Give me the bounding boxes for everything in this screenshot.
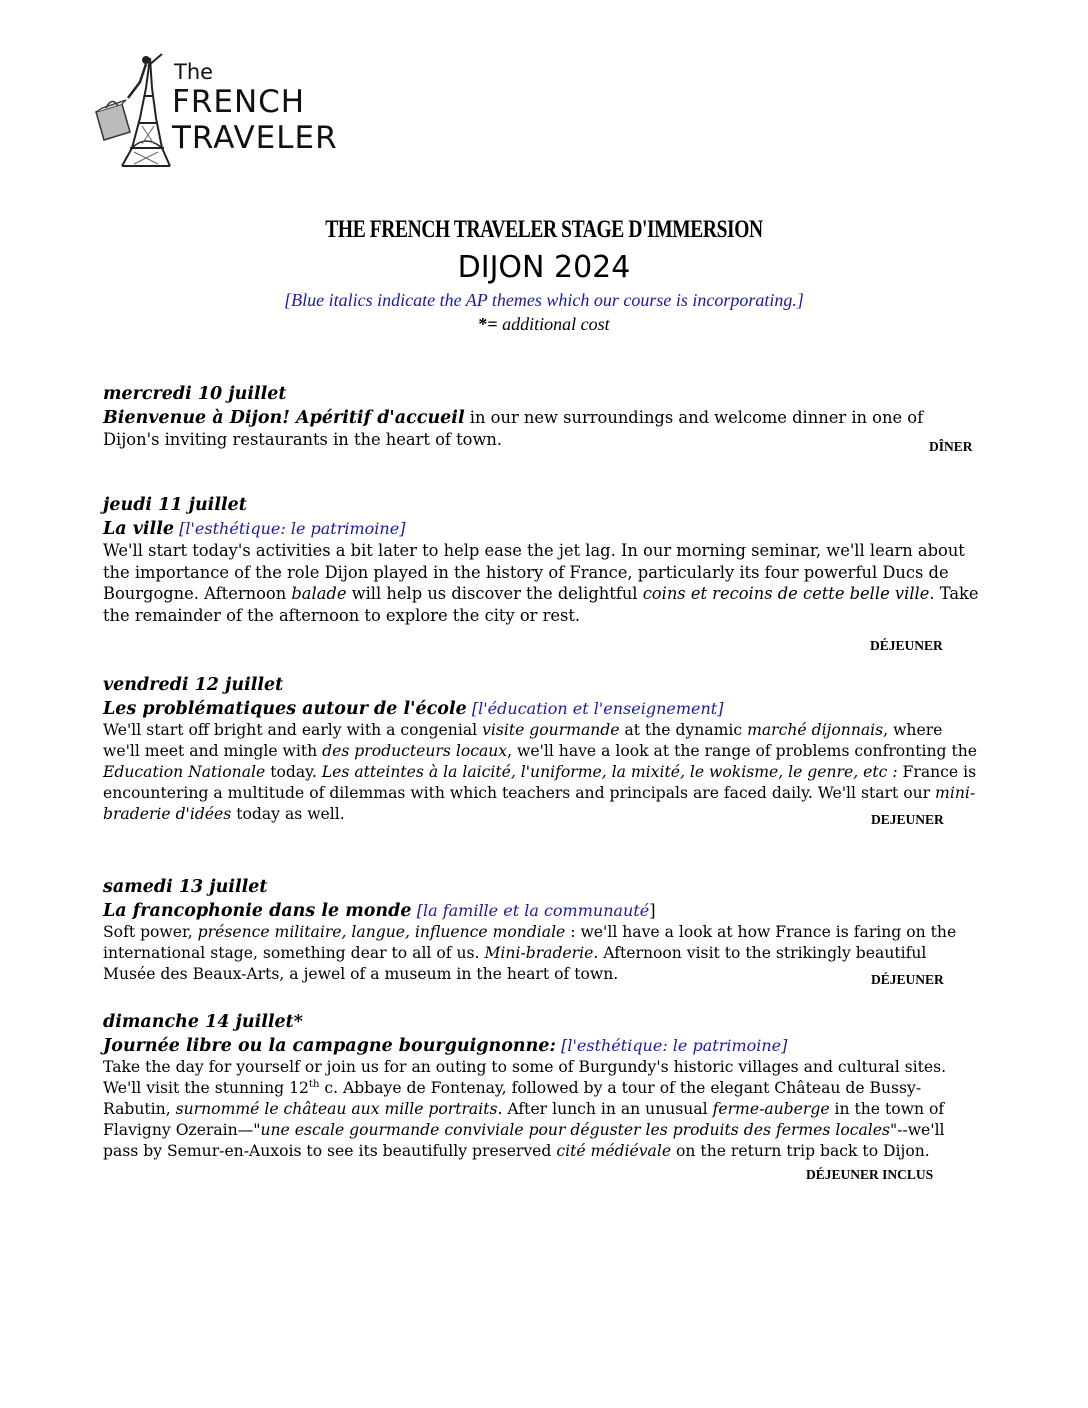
day-body: We'll start today's activities a bit later to help ease the jet lag. In our morning seminar, we'll learn about the importance of the role Dijon played in the history of France, particularly its four powerful Ducs de Bourgogne. Afternoon balade will help us discover the delightful coins et recoins de cette belle ville. Take the remainder of the afternoon to explore the city or rest. <box>103 541 979 625</box>
cost-symbol: *= <box>478 314 498 334</box>
day-block-2 <box>103 495 983 653</box>
meal-label: DÉJEUNER <box>870 638 943 653</box>
themes-note: [Blue italics indicate the AP themes which our course is incorporating.] <box>284 290 804 310</box>
page-title: THE FRENCH TRAVELER STAGE D'IMMERSION <box>325 216 763 243</box>
day-title: Journée libre ou la campagne bourguignonne: <box>103 1035 556 1056</box>
day-text: in our new surroundings and welcome dinner in one of Dijon's inviting restaurants in the heart of town. <box>103 407 924 449</box>
meal-label: DÎNER <box>929 439 973 454</box>
eiffel-tower-icon <box>88 48 178 178</box>
day-body <box>103 407 983 451</box>
logo-line-traveler: TRAVELER <box>172 120 338 156</box>
day-heading <box>103 1035 983 1058</box>
day-block-4 <box>103 877 983 985</box>
day-date: samedi 13 juillet <box>103 877 268 897</box>
ap-theme: [l'esthétique: le patrimoine] <box>561 1035 788 1055</box>
day-heading: La francophonie dans le monde [la famille et la communauté] <box>103 900 656 921</box>
day-heading <box>103 518 983 541</box>
page-subtitle: DIJON 2024 <box>457 250 631 285</box>
logo-line-the: The <box>174 60 214 84</box>
cost-text: additional cost <box>497 314 610 334</box>
day-date: vendredi 12 juillet <box>103 675 284 695</box>
logo <box>88 48 338 178</box>
ap-theme: [la famille et la communauté <box>416 900 650 920</box>
day-date: jeudi 11 juillet <box>103 495 247 515</box>
day-title: Les problématiques autour de l'école <box>103 698 467 719</box>
day-block-5 <box>103 1012 983 1182</box>
day-block-3 <box>103 675 983 825</box>
day-title: La ville <box>103 518 174 539</box>
meal-label: DEJEUNER <box>871 812 944 827</box>
day-date: mercredi 10 juillet <box>103 384 287 404</box>
day-block-1 <box>103 384 983 454</box>
cost-legend <box>0 314 1088 335</box>
day-date: dimanche 14 juillet* <box>103 1012 303 1032</box>
day-heading <box>103 698 983 721</box>
day-body: Soft power, présence militaire, langue, influence mondiale : we'll have a look at how France is faring on the international stage, something dear to all of us. Mini-braderie. Afternoon visit to the strikingly beautiful Musée des Beaux-Arts, a jewel of a museum in the heart of town. <box>103 923 957 983</box>
ap-theme: [l'éducation et l'enseignement] <box>471 698 724 718</box>
meal-label: DÉJEUNER <box>871 972 944 987</box>
day-body: Take the day for yourself or join us for an outing to some of Burgundy's historic villages and cultural sites. We'll visit the stunning 12th c. Abbaye de Fontenay, followed by a tour of the elegant Château de Bussy-Rabutin, surnommé le château aux mille portraits. After lunch in an unusual ferme-auberge in the town of Flavigny Ozerain—"une escale gourmande conviviale pour déguster les produits des fermes locales"--we'll pass by Semur-en-Auxois to see its beautifully preserved cité médiévale on the return trip back to Dijon. <box>103 1058 947 1160</box>
ap-theme: [l'esthétique: le patrimoine] <box>179 518 406 538</box>
day-body: We'll start off bright and early with a congenial visite gourmande at the dynamic marché dijonnais, where we'll meet and mingle with des producteurs locaux, we'll have a look at the range of problems confronting the Education Nationale today. Les atteintes à la laicité, l'uniforme, la mixité, le wokisme, le genre, etc : France is encountering a multitude of dilemmas with which teachers and principals are faced daily. We'll start our mini-braderie d'idées today as well. <box>103 721 977 823</box>
day-title: Bienvenue à Dijon! Apéritif d'accueil <box>103 407 465 428</box>
meal-label: DÉJEUNER INCLUS <box>806 1167 934 1182</box>
day-title: La francophonie dans le monde <box>103 900 412 921</box>
logo-line-french: FRENCH <box>172 84 306 120</box>
